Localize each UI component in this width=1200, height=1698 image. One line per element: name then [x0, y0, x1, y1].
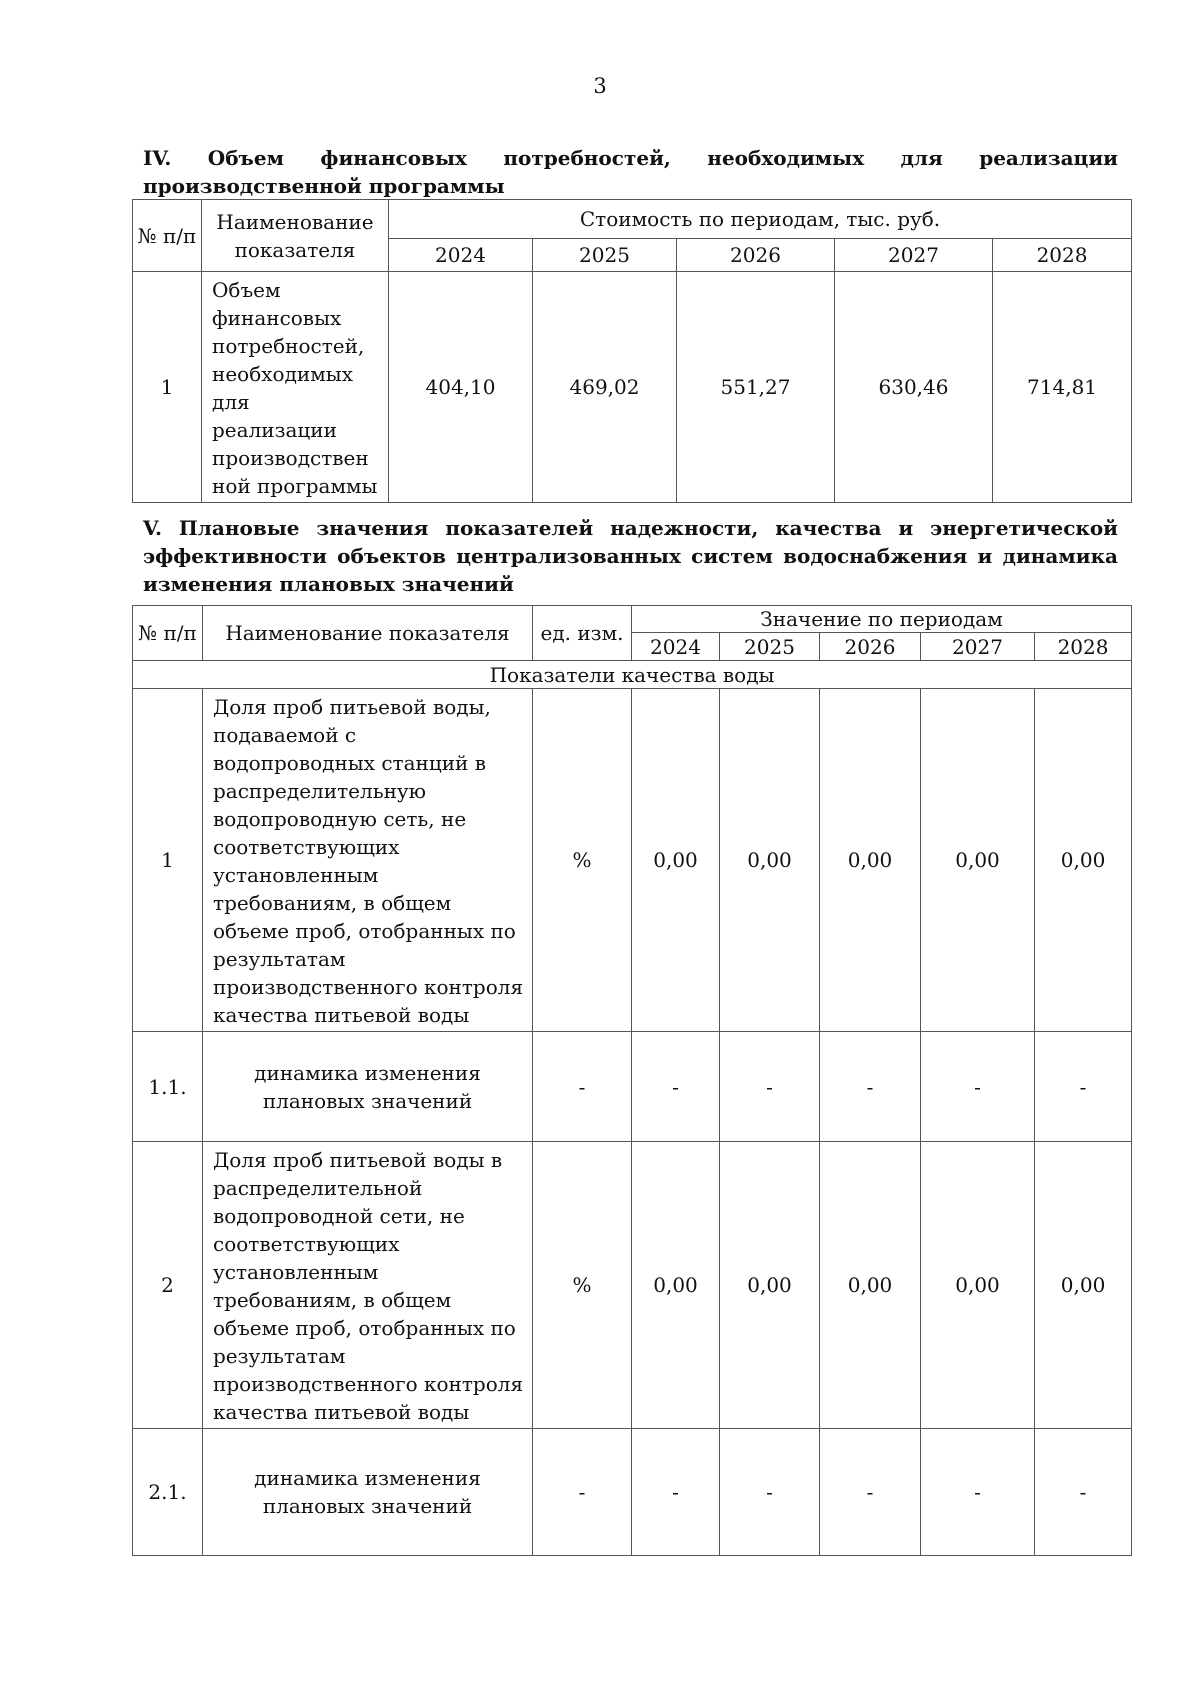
- row-value: 630,46: [835, 272, 993, 503]
- row-value: 0,00: [921, 689, 1035, 1032]
- row-unit: %: [533, 1142, 632, 1429]
- row-value: -: [921, 1032, 1035, 1142]
- table-row: [133, 689, 1132, 1032]
- row-value: 0,00: [820, 1142, 921, 1429]
- header-year: 2026: [677, 239, 835, 272]
- row-value: 551,27: [677, 272, 835, 503]
- table-row: [133, 1032, 1132, 1142]
- row-num: 2.1.: [133, 1429, 203, 1556]
- row-value: -: [921, 1429, 1035, 1556]
- section-4-title: IV. Объем финансовых потребностей, необходимых для реализации производственной программы: [143, 146, 1118, 198]
- row-value: -: [820, 1429, 921, 1556]
- row-unit: -: [533, 1429, 632, 1556]
- row-value: -: [632, 1032, 720, 1142]
- row-value: 404,10: [389, 272, 533, 503]
- header-year: 2028: [1035, 633, 1132, 661]
- page-number: 3: [593, 74, 607, 98]
- row-name: динамика изменения плановых значений: [203, 1032, 533, 1142]
- table-row: [133, 1142, 1132, 1429]
- financial-needs-table: [132, 199, 1132, 503]
- row-value: -: [720, 1032, 820, 1142]
- row-name: Доля проб питьевой воды в распределительной водопроводной сети, не соответствующих установленным требованиям, в общем объеме проб, отобранных по результатам производственного контроля качества питьевой воды: [203, 1142, 533, 1429]
- quality-indicators-table: [132, 605, 1132, 1556]
- header-num: № п/п: [133, 606, 203, 661]
- table-row: [133, 1429, 1132, 1556]
- row-value: 0,00: [632, 1142, 720, 1429]
- row-num: 1: [133, 272, 202, 503]
- header-year: 2027: [921, 633, 1035, 661]
- row-num: 2: [133, 1142, 203, 1429]
- row-name: Доля проб питьевой воды, подаваемой с водопроводных станций в распределительную водопроводную сеть, не соответствующих установленным требованиям, в общем объеме проб, отобранных по результатам производственного контроля качества питьевой воды: [203, 689, 533, 1032]
- header-year: 2025: [720, 633, 820, 661]
- row-value: 0,00: [921, 1142, 1035, 1429]
- row-value: -: [632, 1429, 720, 1556]
- group-label: Показатели качества воды: [133, 661, 1132, 689]
- section-5-title: V. Плановые значения показателей надежности, качества и энергетической эффективности объектов централизованных систем водоснабжения и динамика изменения плановых значений: [143, 516, 1118, 596]
- header-unit: ед. изм.: [533, 606, 632, 661]
- header-year: 2027: [835, 239, 993, 272]
- header-cost: Стоимость по периодам, тыс. руб.: [389, 200, 1132, 239]
- row-value: 469,02: [533, 272, 677, 503]
- header-name: Наименование показателя: [202, 200, 389, 272]
- row-unit: -: [533, 1032, 632, 1142]
- row-value: 0,00: [1035, 689, 1132, 1032]
- row-value: 0,00: [632, 689, 720, 1032]
- row-value: -: [1035, 1032, 1132, 1142]
- row-value: 0,00: [1035, 1142, 1132, 1429]
- row-value: -: [1035, 1429, 1132, 1556]
- header-year: 2026: [820, 633, 921, 661]
- header-year: 2025: [533, 239, 677, 272]
- row-value: 0,00: [720, 689, 820, 1032]
- row-value: 714,81: [993, 272, 1132, 503]
- header-year: 2024: [389, 239, 533, 272]
- row-name: динамика изменения плановых значений: [203, 1429, 533, 1556]
- row-num: 1.1.: [133, 1032, 203, 1142]
- row-value: 0,00: [720, 1142, 820, 1429]
- header-year: 2024: [632, 633, 720, 661]
- row-unit: %: [533, 689, 632, 1032]
- header-period: Значение по периодам: [632, 606, 1132, 633]
- table-row: [133, 272, 1132, 503]
- row-value: 0,00: [820, 689, 921, 1032]
- header-num: № п/п: [133, 200, 202, 272]
- row-num: 1: [133, 689, 203, 1032]
- header-year: 2028: [993, 239, 1132, 272]
- row-name: Объем финансовых потребностей, необходимых для реализации производствен ной программы: [202, 272, 389, 503]
- row-value: -: [820, 1032, 921, 1142]
- header-name: Наименование показателя: [203, 606, 533, 661]
- row-value: -: [720, 1429, 820, 1556]
